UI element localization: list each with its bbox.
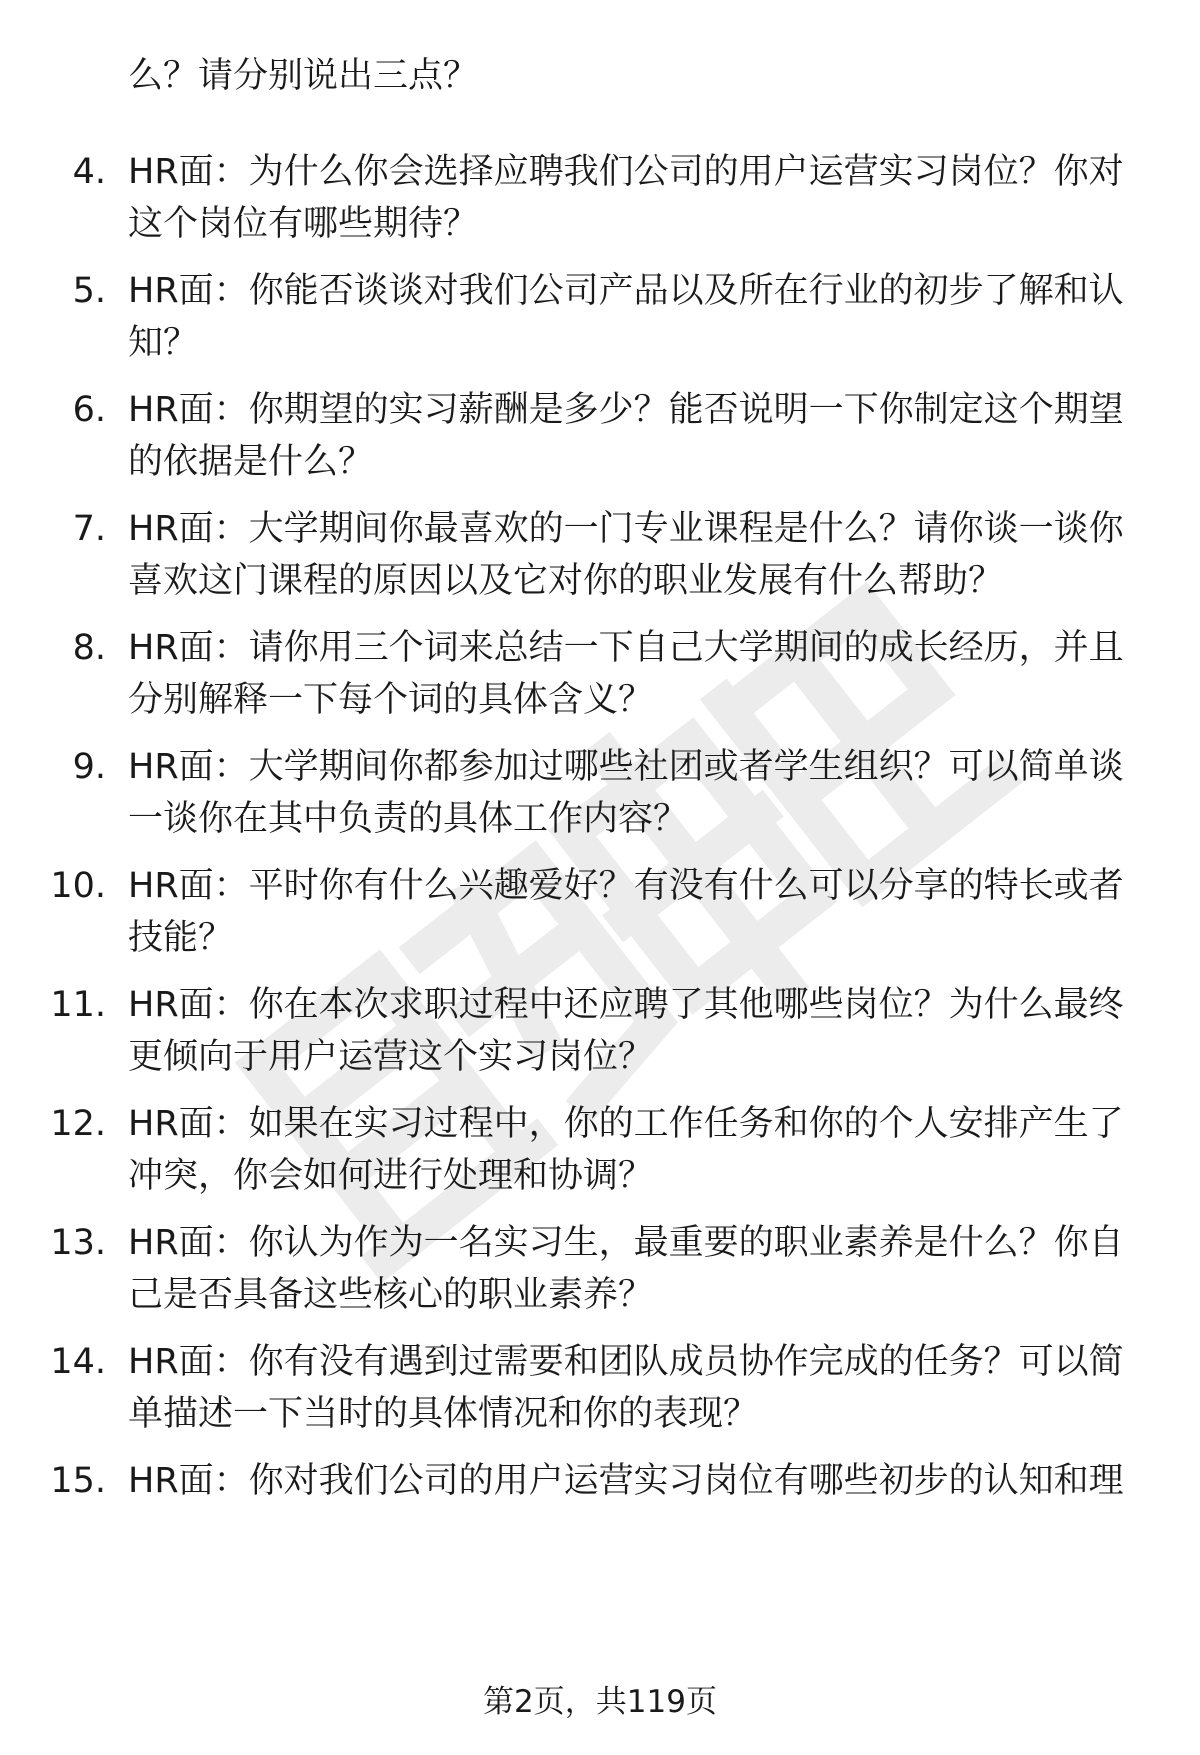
question-text [128, 1338, 1158, 1438]
question-text-line: 知？ [128, 323, 199, 363]
question-number: 12. [50, 1104, 106, 1144]
question-item [0, 148, 1200, 248]
question-text-line: HR面：为什么你会选择应聘我们公司的用户运营实习岗位？你对 [128, 152, 1124, 192]
question-item [0, 981, 1200, 1081]
question-item [0, 1219, 1200, 1319]
question-item [0, 1457, 1200, 1557]
question-text-line: 喜欢这门课程的原因以及它对你的职业发展有什么帮助？ [128, 561, 1004, 601]
question-number: 15. [50, 1461, 106, 1501]
question-text-line: HR面：请你用三个词来总结一下自己大学期间的成长经历，并且 [128, 628, 1124, 668]
question-item [0, 743, 1200, 843]
question-number: 10. [50, 866, 106, 906]
question-text-line: HR面：你有没有遇到过需要和团队成员协作完成的任务？可以简 [128, 1342, 1124, 1382]
question-text-line: 这个岗位有哪些期待？ [128, 204, 479, 244]
question-text-line: 更倾向于用户运营这个实习岗位？ [128, 1037, 654, 1077]
question-item [0, 386, 1200, 486]
question-number: 7. [72, 509, 106, 549]
question-text [128, 267, 1158, 367]
question-text-line: HR面：大学期间你最喜欢的一门专业课程是什么？请你谈一谈你 [128, 509, 1124, 549]
question-item [0, 862, 1200, 962]
question-item [0, 505, 1200, 605]
question-text-line: 己是否具备这些核心的职业素养？ [128, 1275, 654, 1315]
question-text-line: 一谈你在其中负责的具体工作内容？ [128, 799, 689, 839]
question-number: 6. [72, 390, 106, 430]
page-footer: 第2页，共119页 [483, 1684, 717, 1720]
question-number: 5. [72, 271, 106, 311]
question-text-line: HR面：大学期间你都参加过哪些社团或者学生组织？可以简单谈 [128, 747, 1124, 787]
question-text-line: HR面：你在本次求职过程中还应聘了其他哪些岗位？为什么最终 [128, 985, 1124, 1025]
question-text-line: HR面：你能否谈谈对我们公司产品以及所在行业的初步了解和认 [128, 271, 1124, 311]
question-item [0, 267, 1200, 367]
continuation-line: 么？请分别说出三点？ [128, 56, 479, 96]
question-text [128, 1457, 1158, 1505]
question-text [128, 148, 1158, 248]
question-item [0, 1100, 1200, 1200]
question-text [128, 386, 1158, 486]
question-text-line: 单描述一下当时的具体情况和你的表现？ [128, 1394, 759, 1434]
question-text-line: 冲突，你会如何进行处理和协调？ [128, 1156, 654, 1196]
question-text [128, 862, 1158, 962]
question-number: 9. [72, 747, 106, 787]
question-text [128, 505, 1158, 605]
question-text-line: HR面：如果在实习过程中，你的工作任务和你的个人安排产生了 [128, 1104, 1124, 1144]
question-text-line: HR面：你认为作为一名实习生，最重要的职业素养是什么？你自 [128, 1223, 1124, 1263]
question-text [128, 624, 1158, 724]
question-number: 4. [72, 152, 106, 192]
question-text [128, 1219, 1158, 1319]
question-text-line: 技能？ [128, 918, 234, 958]
question-text-line: 的依据是什么？ [128, 442, 374, 482]
question-text-line: HR面：你对我们公司的用户运营实习岗位有哪些初步的认知和理 [128, 1461, 1124, 1501]
question-number: 11. [50, 985, 106, 1025]
question-number: 13. [50, 1223, 106, 1263]
question-number: 8. [72, 628, 106, 668]
question-number: 14. [50, 1342, 106, 1382]
question-text [128, 981, 1158, 1081]
question-text-line: HR面：你期望的实习薪酬是多少？能否说明一下你制定这个期望 [128, 390, 1124, 430]
question-item [0, 1338, 1200, 1438]
question-item [0, 624, 1200, 724]
question-text-line: HR面：平时你有什么兴趣爱好？有没有什么可以分享的特长或者 [128, 866, 1124, 906]
question-text-line: 分别解释一下每个词的具体含义？ [128, 680, 654, 720]
question-text [128, 1100, 1158, 1200]
question-text [128, 743, 1158, 843]
